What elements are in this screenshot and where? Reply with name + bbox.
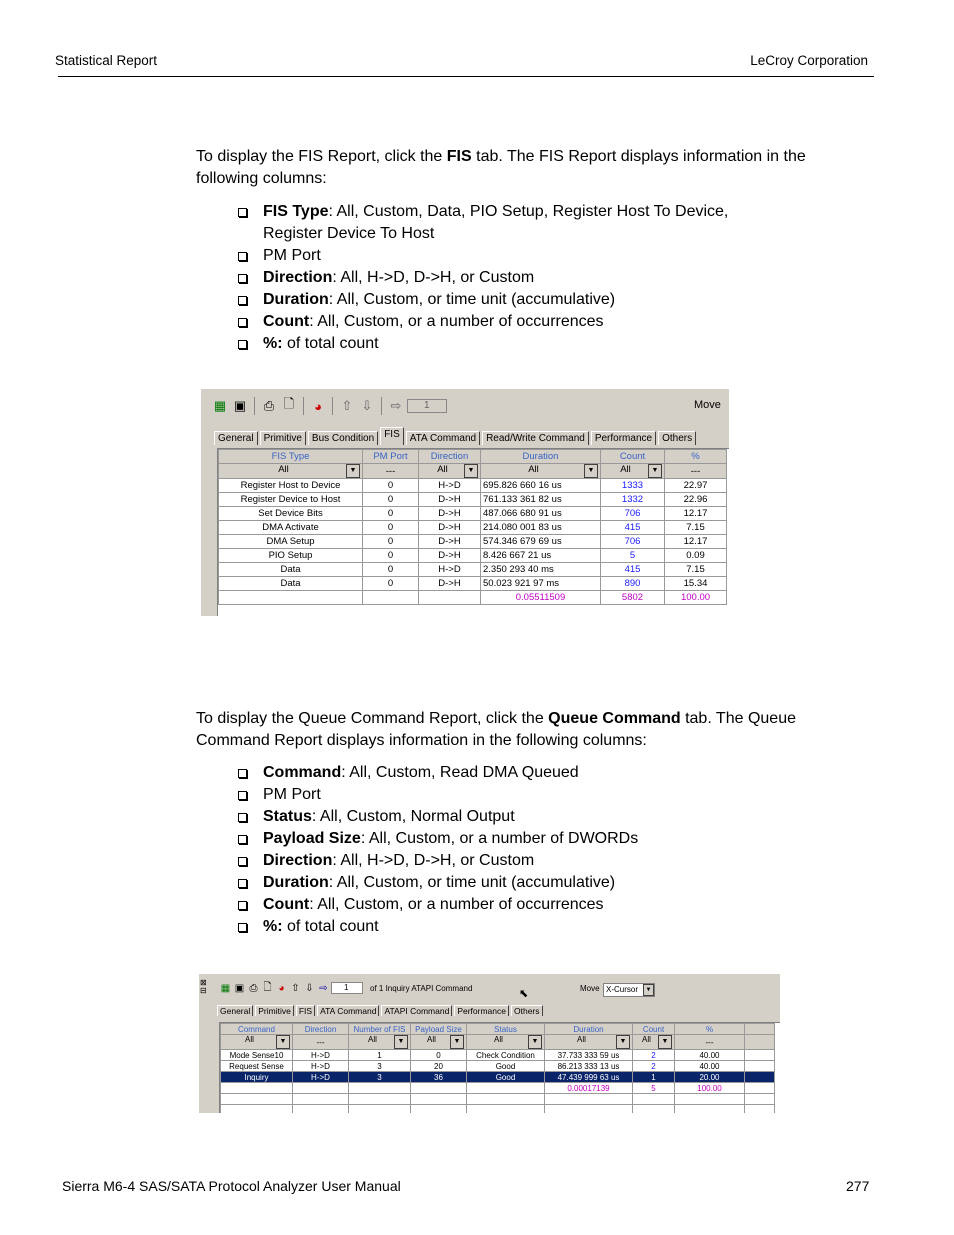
toolbar — [211, 395, 447, 417]
bullet-item — [236, 223, 728, 245]
header-rule — [58, 76, 874, 77]
table-cell: 2 — [633, 1050, 675, 1061]
bullet-item — [236, 850, 638, 872]
table-cell — [745, 1061, 775, 1072]
table-cell: 40.00 — [675, 1050, 745, 1061]
table-cell: 487.066 680 91 us — [481, 507, 601, 521]
total-cell: 0.05511509 — [481, 591, 601, 605]
table-row[interactable] — [219, 479, 727, 493]
empty-cell — [349, 1105, 411, 1114]
filter-value: --- — [705, 1037, 714, 1047]
page-of-label: of 1 Inquiry ATAPI Command — [370, 983, 473, 993]
empty-cell — [221, 1105, 293, 1114]
table-row[interactable] — [219, 563, 727, 577]
empty-cell — [349, 1094, 411, 1105]
table-cell: H->D — [293, 1050, 349, 1061]
bullet-item — [236, 762, 638, 784]
table-cell: Good — [467, 1061, 545, 1072]
total-cell — [411, 1083, 467, 1094]
table-row[interactable] — [221, 1050, 775, 1061]
empty-cell — [633, 1094, 675, 1105]
filter-value: All — [577, 1035, 586, 1044]
table-cell: Request Sense — [221, 1061, 293, 1072]
queue-grid — [219, 1022, 780, 1113]
bullet-item — [236, 916, 638, 938]
table-cell: 22.96 — [665, 493, 727, 507]
total-cell — [349, 1083, 411, 1094]
table-cell: 0 — [363, 535, 419, 549]
filter-cell[interactable] — [293, 1035, 349, 1050]
chevron-down-icon[interactable]: ▼ — [528, 1035, 542, 1049]
table-cell: 40.00 — [675, 1061, 745, 1072]
table-cell: 47.439 999 63 us — [545, 1072, 633, 1083]
table-row[interactable] — [219, 577, 727, 591]
bullet-text: : All, Custom, or a number of occurrences — [309, 896, 604, 913]
move-label: Move — [580, 984, 600, 993]
bullet-item — [236, 311, 728, 333]
tab-fis[interactable]: FIS — [296, 1005, 315, 1016]
bullet-text: : All, Custom, or a number of occurrences — [309, 313, 604, 330]
empty-cell — [675, 1105, 745, 1114]
table-cell — [745, 1072, 775, 1083]
empty-cell — [411, 1094, 467, 1105]
fis-grid — [217, 448, 729, 616]
empty-cell — [293, 1105, 349, 1114]
table-cell: 415 — [601, 521, 665, 535]
bullet-text: : All, Custom, Read DMA Queued — [341, 764, 579, 781]
bullet-text: : All, Custom, or time unit (accumulative) — [328, 291, 616, 308]
table-cell: 0.09 — [665, 549, 727, 563]
filter-value: All — [437, 464, 448, 475]
column-header[interactable]: Count — [601, 450, 665, 464]
color-icon[interactable]: ◕ — [278, 982, 285, 994]
bullet-item — [236, 784, 638, 806]
totals-row — [221, 1083, 775, 1094]
column-header[interactable]: Count — [633, 1024, 675, 1035]
filter-value: All — [245, 1035, 254, 1044]
tab-bus-condition[interactable]: Bus Condition — [308, 431, 378, 445]
column-header[interactable]: PM Port — [363, 450, 419, 464]
chevron-down-icon[interactable]: ▼ — [394, 1035, 408, 1049]
totals-row — [219, 591, 727, 605]
table-cell: 50.023 921 97 ms — [481, 577, 601, 591]
bullet-item — [236, 267, 728, 289]
bullet-text: : All, H->D, D->H, or Custom — [332, 852, 535, 869]
tab-ata-command[interactable]: ATA Command — [317, 1005, 379, 1016]
bullet-item — [236, 872, 638, 894]
arrow-up-icon[interactable]: ⇧ — [291, 982, 300, 994]
table-cell: 36 — [411, 1072, 467, 1083]
filter-cell[interactable] — [633, 1035, 675, 1050]
bullet-term: Duration — [263, 874, 329, 891]
table-cell: 7.15 — [665, 521, 727, 535]
total-cell: 5802 — [601, 591, 665, 605]
bullet-text: : All, H->D, D->H, or Custom — [332, 269, 535, 286]
table-cell: Set Device Bits — [219, 507, 363, 521]
total-cell — [745, 1083, 775, 1094]
bullet-term: Direction — [263, 852, 333, 869]
filter-cell[interactable] — [221, 1035, 293, 1050]
total-cell: 100.00 — [665, 591, 727, 605]
column-header[interactable]: Status — [467, 1024, 545, 1035]
filter-cell[interactable] — [349, 1035, 411, 1050]
filter-cell[interactable] — [481, 464, 601, 479]
table-cell: 8.426 667 21 us — [481, 549, 601, 563]
filter-value: All — [427, 1035, 436, 1044]
bullet-term: %: — [263, 918, 283, 935]
mouse-cursor-icon: ⬉ — [519, 988, 529, 1000]
fis-intro: To display the FIS Report, click the FIS tab. The FIS Report displays information in the following columns: — [196, 148, 806, 187]
filter-value: All — [494, 1035, 503, 1044]
column-header[interactable]: Payload Size — [411, 1024, 467, 1035]
chevron-down-icon[interactable]: ▼ — [584, 464, 598, 478]
tab-primitive[interactable]: Primitive — [260, 431, 306, 445]
tab-primitive[interactable]: Primitive — [255, 1005, 294, 1016]
table-cell: H->D — [293, 1072, 349, 1083]
print-icon[interactable]: ⎙ — [263, 398, 275, 413]
table-cell: 15.34 — [665, 577, 727, 591]
goto-icon[interactable]: ⇨ — [390, 398, 402, 413]
toolbar — [219, 980, 472, 996]
bullet-text: PM Port — [263, 786, 321, 803]
save-icon[interactable]: ▣ — [233, 398, 247, 413]
empty-cell — [745, 1094, 775, 1105]
report-tabs — [217, 1005, 545, 1016]
filter-row — [219, 464, 727, 479]
column-header[interactable]: % — [675, 1024, 745, 1035]
table-cell: 37.733 333 59 us — [545, 1050, 633, 1061]
bullet-term: Count — [263, 896, 310, 913]
total-cell: 0.00017139 — [545, 1083, 633, 1094]
filter-cell[interactable] — [665, 464, 727, 479]
arrow-down-icon[interactable]: ⇩ — [305, 982, 314, 994]
total-cell — [219, 591, 363, 605]
table-cell: 0 — [411, 1050, 467, 1061]
chevron-down-icon[interactable]: ▼ — [648, 464, 662, 478]
header-row — [221, 1024, 775, 1035]
filter-value: All — [620, 464, 631, 475]
column-header[interactable]: Command — [221, 1024, 293, 1035]
column-header[interactable]: Direction — [293, 1024, 349, 1035]
table-cell: 22.97 — [665, 479, 727, 493]
table-row[interactable] — [221, 1061, 775, 1072]
table-row[interactable] — [219, 507, 727, 521]
filter-cell[interactable] — [419, 464, 481, 479]
header-right: LeCroy Corporation — [750, 53, 868, 68]
bullet-item — [236, 201, 728, 223]
header-left: Statistical Report — [55, 53, 158, 68]
table-cell: Mode Sense10 — [221, 1050, 293, 1061]
page-number: 277 — [846, 1178, 870, 1194]
table-cell: 0 — [363, 577, 419, 591]
queue-report-screenshot — [199, 974, 780, 1113]
table-cell: H->D — [419, 479, 481, 493]
bullet-item — [236, 333, 728, 355]
bullet-item — [236, 245, 728, 267]
filter-cell[interactable] — [219, 464, 363, 479]
empty-cell — [467, 1094, 545, 1105]
column-header[interactable]: Number of FIS — [349, 1024, 411, 1035]
table-cell: 706 — [601, 507, 665, 521]
table-row[interactable] — [219, 521, 727, 535]
tab-general[interactable]: General — [217, 1005, 253, 1016]
table-cell: 20.00 — [675, 1072, 745, 1083]
column-header — [745, 1024, 775, 1035]
header-row — [219, 450, 727, 464]
table-cell: Data — [219, 563, 363, 577]
column-header[interactable]: % — [665, 450, 727, 464]
table-cell: D->H — [419, 549, 481, 563]
bullet-term: Command — [263, 764, 342, 781]
table-cell: 0 — [363, 521, 419, 535]
print-preview-icon[interactable]: 🗋 — [283, 396, 295, 411]
empty-cell — [545, 1094, 633, 1105]
table-cell: 761.133 361 82 us — [481, 493, 601, 507]
table-cell: DMA Setup — [219, 535, 363, 549]
empty-row — [221, 1094, 775, 1105]
page-input[interactable]: 1 — [331, 982, 363, 994]
empty-cell — [467, 1105, 545, 1114]
filter-cell[interactable] — [411, 1035, 467, 1050]
bullet-term: Payload Size — [263, 830, 361, 847]
table-cell: 3 — [349, 1061, 411, 1072]
tab-fis[interactable]: FIS — [380, 427, 404, 445]
bullet-text: : All, Custom, Normal Output — [311, 808, 515, 825]
total-cell — [293, 1083, 349, 1094]
bullet-item — [236, 806, 638, 828]
table-cell: 706 — [601, 535, 665, 549]
filter-cell[interactable] — [601, 464, 665, 479]
footer-title: Sierra M6-4 SAS/SATA Protocol Analyzer User Manual — [62, 1178, 401, 1194]
filter-value: All — [642, 1035, 651, 1044]
filter-value: --- — [316, 1037, 325, 1047]
table-cell: 1 — [349, 1050, 411, 1061]
filter-cell[interactable] — [467, 1035, 545, 1050]
bullet-item — [236, 828, 638, 850]
table-cell: 0 — [363, 493, 419, 507]
tab-performance[interactable]: Performance — [591, 431, 656, 445]
table-cell: Inquiry — [221, 1072, 293, 1083]
queue-bullet-list — [236, 762, 638, 938]
chevron-down-icon[interactable]: ▼ — [346, 464, 360, 478]
table-cell: 12.17 — [665, 535, 727, 549]
table-cell: D->H — [419, 535, 481, 549]
table-cell: D->H — [419, 521, 481, 535]
total-cell — [221, 1083, 293, 1094]
column-header[interactable]: Duration — [545, 1024, 633, 1035]
tab-read-write-command[interactable]: Read/Write Command — [482, 431, 589, 445]
bullet-item — [236, 289, 728, 311]
bullet-text: : All, Custom, Data, PIO Setup, Register Host To Device, — [328, 203, 729, 220]
bullet-text: of total count — [282, 335, 379, 352]
table-cell: 5 — [601, 549, 665, 563]
table-row[interactable] — [221, 1072, 775, 1083]
filter-cell[interactable] — [363, 464, 419, 479]
fis-report-screenshot — [201, 389, 729, 616]
empty-cell — [221, 1094, 293, 1105]
fis-bullet-list — [236, 201, 728, 355]
queue-intro: To display the Queue Command Report, click the Queue Command tab. The Queue Command Report displays information in the following columns: — [196, 710, 796, 749]
empty-row — [221, 1105, 775, 1114]
chevron-down-icon[interactable]: ▼ — [450, 1035, 464, 1049]
table-cell: 0 — [363, 507, 419, 521]
filter-value: All — [278, 464, 289, 475]
filter-value: All — [528, 464, 539, 475]
move-label: Move — [694, 399, 721, 411]
total-cell — [363, 591, 419, 605]
column-header[interactable]: Duration — [481, 450, 601, 464]
table-row[interactable] — [219, 549, 727, 563]
table-cell: PIO Setup — [219, 549, 363, 563]
arrow-down-icon[interactable]: ⇩ — [361, 398, 373, 413]
tab-atapi-command[interactable]: ATAPI Command — [381, 1005, 452, 1016]
table-cell: 20 — [411, 1061, 467, 1072]
table-cell: DMA Activate — [219, 521, 363, 535]
table-cell: D->H — [419, 493, 481, 507]
bullet-text: : All, Custom, or time unit (accumulative) — [328, 874, 616, 891]
bullet-term: FIS Type — [263, 203, 329, 220]
table-cell: 415 — [601, 563, 665, 577]
filter-cell[interactable] — [545, 1035, 633, 1050]
table-cell: H->D — [293, 1061, 349, 1072]
chevron-down-icon[interactable]: ▼ — [658, 1035, 672, 1049]
empty-cell — [633, 1105, 675, 1114]
table-cell — [745, 1050, 775, 1061]
filter-value: All — [368, 1035, 377, 1044]
report-tabs — [214, 427, 698, 445]
table-cell: 214.080 001 83 us — [481, 521, 601, 535]
pin-icon[interactable]: ⊠ ⊟ — [200, 978, 207, 995]
table-cell: Good — [467, 1072, 545, 1083]
table-cell: 2 — [633, 1061, 675, 1072]
chevron-down-icon[interactable]: ▼ — [464, 464, 478, 478]
table-cell: Register Device to Host — [219, 493, 363, 507]
tab-others[interactable]: Others — [511, 1005, 543, 1016]
table-row[interactable] — [219, 535, 727, 549]
table-cell: 1 — [633, 1072, 675, 1083]
chevron-down-icon[interactable]: ▼ — [616, 1035, 630, 1049]
arrow-up-icon[interactable]: ⇧ — [341, 398, 353, 413]
bullet-term: Count — [263, 313, 310, 330]
bullet-term: Status — [263, 808, 312, 825]
table-cell: 574.346 679 69 us — [481, 535, 601, 549]
table-cell: 7.15 — [665, 563, 727, 577]
color-icon[interactable]: ◕ — [314, 398, 322, 414]
empty-cell — [675, 1094, 745, 1105]
table-cell: 1333 — [601, 479, 665, 493]
column-header[interactable]: FIS Type — [219, 450, 363, 464]
table-cell: H->D — [419, 563, 481, 577]
tab-others[interactable]: Others — [658, 431, 696, 445]
print-preview-icon[interactable]: 🗋 — [263, 981, 272, 993]
table-cell: D->H — [419, 507, 481, 521]
table-cell: 86.213 333 13 us — [545, 1061, 633, 1072]
table-cell: D->H — [419, 577, 481, 591]
bullet-text: PM Port — [263, 247, 321, 264]
chevron-down-icon[interactable]: ▼ — [276, 1035, 290, 1049]
bullet-text: of total count — [282, 918, 379, 935]
table-cell: 3 — [349, 1072, 411, 1083]
tab-ata-command[interactable]: ATA Command — [406, 431, 480, 445]
page-input[interactable]: 1 — [407, 399, 447, 413]
print-icon[interactable]: ⎙ — [249, 982, 258, 994]
table-cell: 2.350 293 40 ms — [481, 563, 601, 577]
table-cell: 0 — [363, 479, 419, 493]
table-cell: Check Condition — [467, 1050, 545, 1061]
bullet-term: Duration — [263, 291, 329, 308]
bullet-term: %: — [263, 335, 283, 352]
table-cell: 0 — [363, 549, 419, 563]
export-icon[interactable]: ▦ — [213, 398, 227, 413]
tab-general[interactable]: General — [214, 431, 258, 445]
table-cell: 890 — [601, 577, 665, 591]
total-cell: 5 — [633, 1083, 675, 1094]
table-row[interactable] — [219, 493, 727, 507]
column-header[interactable]: Direction — [419, 450, 481, 464]
filter-cell[interactable] — [675, 1035, 745, 1050]
bullet-text: Register Device To Host — [263, 225, 435, 242]
save-icon[interactable]: ▣ — [234, 982, 245, 994]
table-cell: 0 — [363, 563, 419, 577]
empty-cell — [545, 1105, 633, 1114]
table-cell: Data — [219, 577, 363, 591]
table-cell: Register Host to Device — [219, 479, 363, 493]
filter-cell — [745, 1035, 775, 1050]
empty-cell — [293, 1094, 349, 1105]
tab-performance[interactable]: Performance — [454, 1005, 509, 1016]
table-cell: 12.17 — [665, 507, 727, 521]
table-cell: 695.826 660 16 us — [481, 479, 601, 493]
bullet-term: Direction — [263, 269, 333, 286]
bullet-text: : All, Custom, or a number of DWORDs — [360, 830, 639, 847]
filter-row — [221, 1035, 775, 1050]
total-cell: 100.00 — [675, 1083, 745, 1094]
empty-cell — [411, 1105, 467, 1114]
total-cell — [419, 591, 481, 605]
move-select[interactable]: X-Cursor ▼ — [603, 983, 655, 997]
filter-value: --- — [385, 465, 396, 477]
goto-icon[interactable]: ⇨ — [319, 982, 328, 994]
bullet-item — [236, 894, 638, 916]
table-cell: 1332 — [601, 493, 665, 507]
export-icon[interactable]: ▦ — [220, 982, 231, 994]
empty-cell — [745, 1105, 775, 1114]
total-cell — [467, 1083, 545, 1094]
filter-value: --- — [690, 465, 701, 477]
chevron-down-icon[interactable]: ▼ — [643, 984, 654, 996]
